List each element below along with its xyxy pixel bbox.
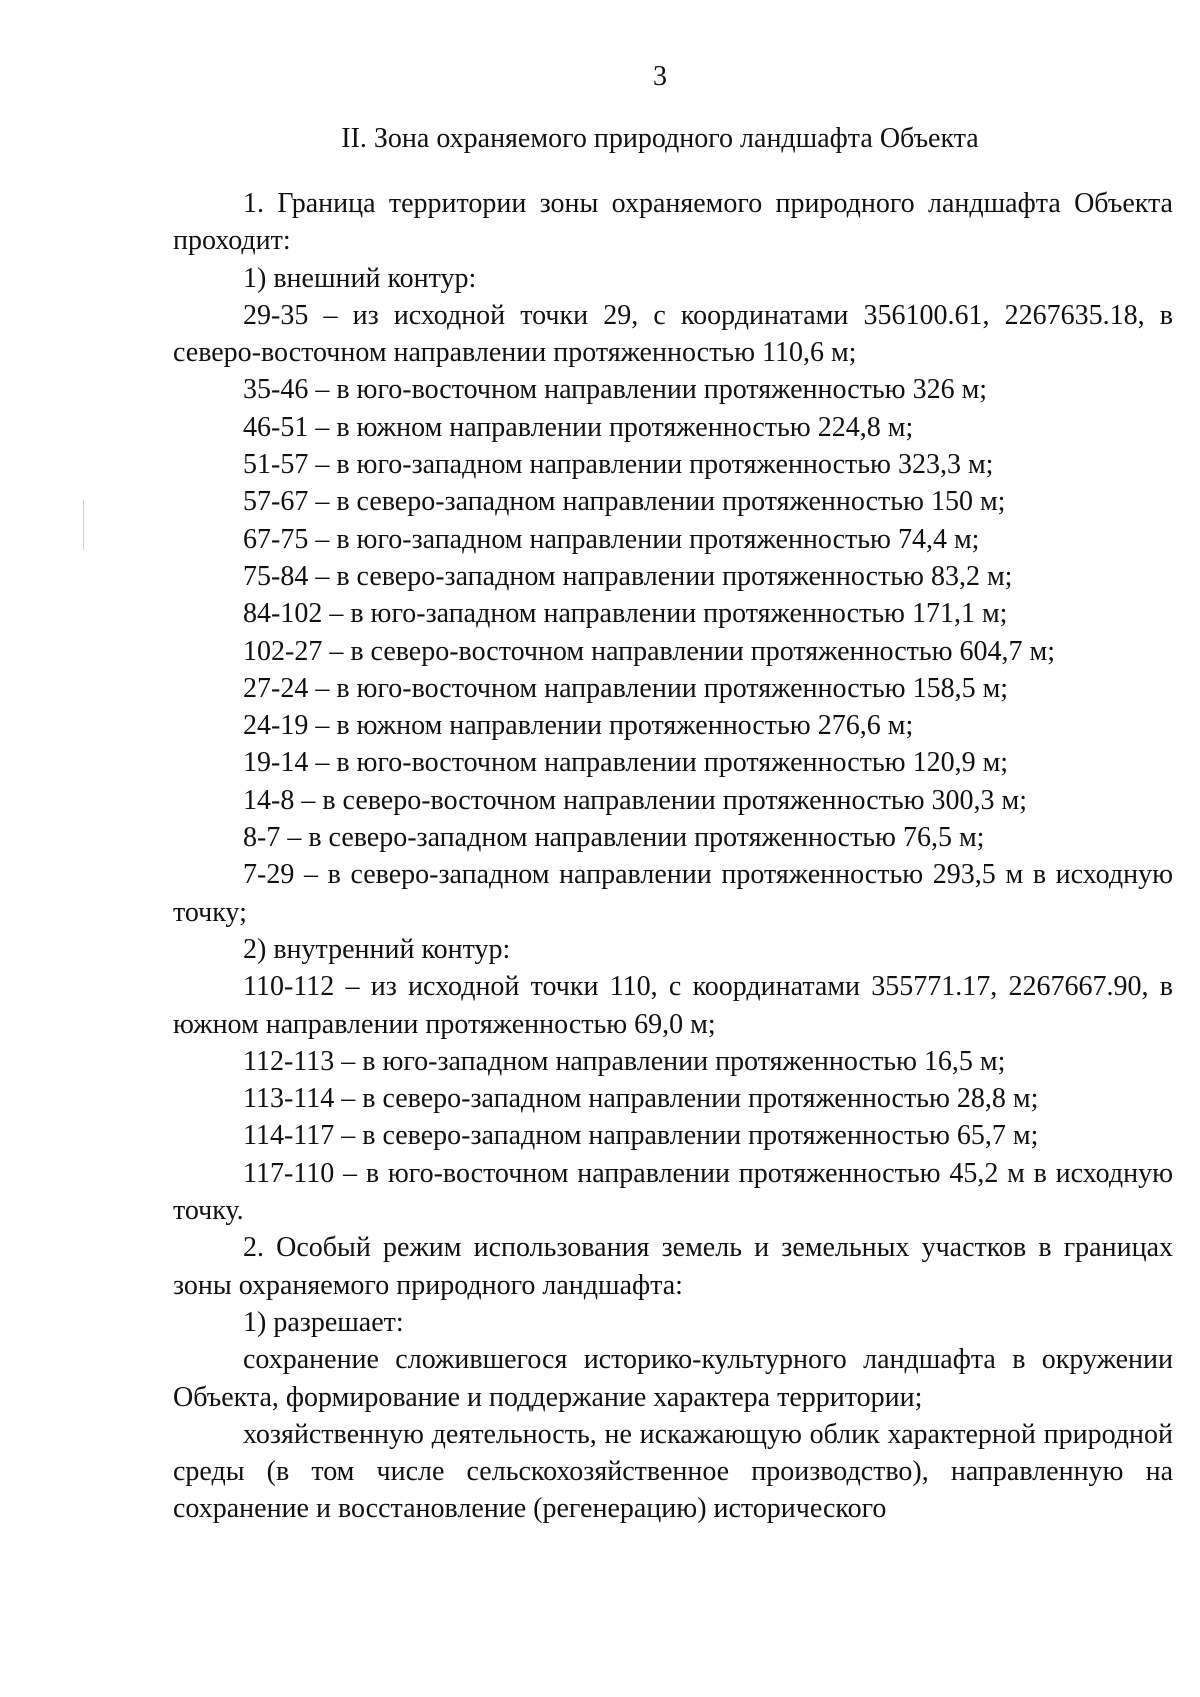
paragraph: 14-8 – в северо-восточном направлении протяженностью 300,3 м; (243, 784, 1028, 816)
paragraph: 19-14 – в юго-восточном направлении протяженностью 120,9 м; (243, 747, 1009, 779)
paragraph: 35-46 – в юго-восточном направлении протяженностью 326 м; (243, 374, 988, 406)
paragraph: 1) разрешает: (243, 1306, 404, 1338)
paragraph: 2) внутренний контур: (243, 933, 511, 965)
paragraph: 2. Особый режим использования земель и земельных участков в границах зоны охраняемого природного ландшафта: (173, 1232, 1173, 1301)
paragraph: 84-102 – в юго-западном направлении протяженностью 171,1 м; (243, 598, 1008, 630)
page-number: 3 (653, 61, 667, 92)
paragraph: 8-7 – в северо-западном направлении протяженностью 76,5 м; (243, 822, 985, 854)
paragraph: 102-27 – в северо-восточном направлении протяженностью 604,7 м; (243, 635, 1056, 667)
document-body (173, 185, 1173, 1528)
paragraph: 1) внешний контур: (243, 262, 477, 294)
paragraph: сохранение сложившегося историко-культурного ландшафта в окружении Объекта, формирование и поддержание характера территории; (173, 1344, 1173, 1413)
paragraph: 110-112 – из исходной точки 110, с координатами 355771.17, 2267667.90, в южном направлении протяженностью 69,0 м; (173, 971, 1173, 1040)
paragraph: 1. Граница территории зоны охраняемого природного ландшафта Объекта проходит: (173, 188, 1173, 257)
paragraph: 117-110 – в юго-восточном направлении протяженностью 45,2 м в исходную точку. (173, 1157, 1173, 1227)
paragraph: 114-117 – в северо-западном направлении протяженностью 65,7 м; (243, 1120, 1039, 1152)
paragraph: 112-113 – в юго-западном направлении протяженностью 16,5 м; (243, 1045, 1006, 1077)
paragraph: хозяйственную деятельность, не искажающую облик характерной природной среды (в том числе сельскохозяйственное производство), направленную на сохранение и восстановление (регенерацию) исторического (173, 1418, 1173, 1525)
paragraph: 57-67 – в северо-западном направлении протяженностью 150 м; (243, 486, 1006, 518)
paragraph: 24-19 – в южном направлении протяженностью 276,6 м; (243, 710, 914, 742)
paragraph: 113-114 – в северо-западном направлении протяженностью 28,8 м; (243, 1083, 1039, 1115)
paragraph: 29-35 – из исходной точки 29, с координатами 356100.61, 2267635.18, в северо-восточном направлении протяженностью 110,6 м; (173, 299, 1173, 369)
paragraph: 75-84 – в северо-западном направлении протяженностью 83,2 м; (243, 560, 1013, 592)
paragraph: 46-51 – в южном направлении протяженностью 224,8 м; (243, 411, 914, 443)
paragraph: 51-57 – в юго-западном направлении протяженностью 323,3 м; (243, 449, 994, 481)
scan-artifact-line (83, 500, 84, 550)
paragraph: 67-75 – в юго-западном направлении протяженностью 74,4 м; (243, 523, 980, 555)
paragraph: 27-24 – в юго-восточном направлении протяженностью 158,5 м; (243, 672, 1009, 704)
section-title: II. Зона охраняемого природного ландшафта Объекта (341, 123, 979, 154)
paragraph: 7-29 – в северо-западном направлении протяженностью 293,5 м в исходную точку; (173, 859, 1173, 928)
